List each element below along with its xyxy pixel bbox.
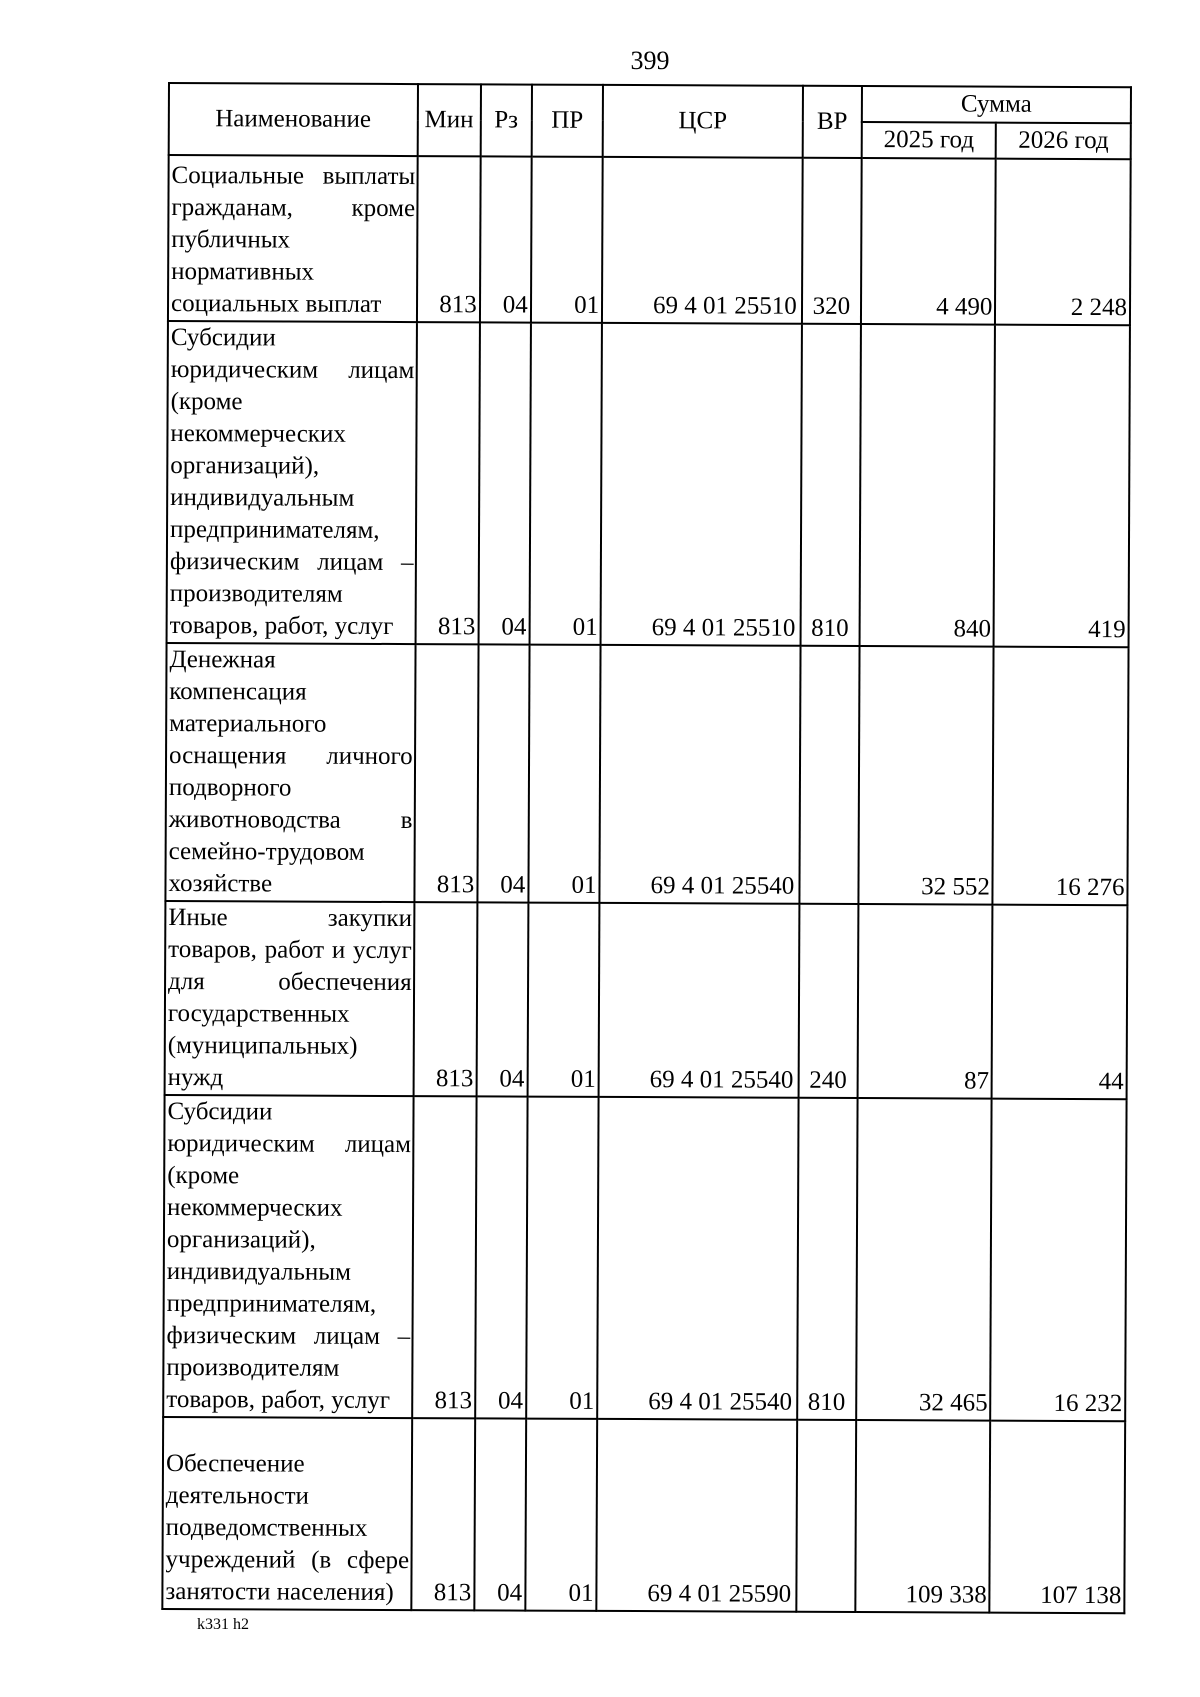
cell-2026: 107 138 — [990, 1421, 1125, 1614]
budget-table — [161, 82, 1132, 1614]
cell-name: Субсидии юридическим лицам (кроме некоммерческих организаций), индивидуальным предпринимателям, физическим лицам – производителям товаров, работ, услуг — [167, 321, 417, 644]
cell-min: 813 — [415, 322, 480, 644]
cell-rz: 04 — [480, 156, 532, 322]
table-row — [168, 155, 1131, 325]
cell-min: 813 — [417, 156, 481, 322]
cell-pr: 01 — [529, 323, 602, 645]
cell-name: Социальные выплаты гражданам, кроме публичных нормативных социальных выплат — [168, 155, 417, 322]
cell-vr — [799, 646, 859, 904]
cell-2025: 32 552 — [858, 646, 994, 905]
cell-csr: 69 4 01 25510 — [602, 157, 802, 324]
header-name: Наименование — [169, 83, 418, 156]
cell-vr — [796, 1420, 856, 1612]
cell-name: Денежная компенсация материального оснащения личного подворного животноводства в семейно-трудовом хозяйстве — [165, 643, 415, 902]
footer-code: k331 h2 — [197, 1616, 249, 1633]
header-csr: ЦСР — [603, 85, 803, 158]
header-sum: Сумма — [862, 86, 1131, 123]
cell-csr: 69 4 01 25590 — [596, 1419, 797, 1612]
cell-csr: 69 4 01 25540 — [600, 645, 801, 904]
cell-pr: 01 — [528, 645, 600, 903]
cell-min: 813 — [412, 1096, 477, 1418]
page-number: 399 — [630, 46, 670, 75]
header-vr: ВР — [802, 86, 861, 158]
header-year-2026: 2026 год — [996, 123, 1131, 160]
header-year-2025: 2025 год — [862, 122, 997, 159]
table-row — [162, 1417, 1125, 1613]
cell-2025: 32 465 — [856, 1098, 992, 1421]
cell-rz: 04 — [475, 1096, 527, 1418]
cell-rz: 04 — [477, 644, 529, 902]
header-pr: ПР — [531, 85, 603, 157]
cell-rz: 04 — [476, 902, 528, 1096]
cell-2026: 16 276 — [993, 647, 1129, 906]
cell-name: Иные закупки товаров, работ и услуг для обеспечения государственных (муниципальных) нужд — [165, 901, 414, 1096]
cell-vr: 320 — [802, 158, 862, 324]
cell-csr: 69 4 01 25510 — [601, 323, 802, 646]
cell-min: 813 — [414, 644, 478, 902]
cell-2026: 419 — [994, 325, 1130, 648]
cell-vr: 810 — [797, 1098, 857, 1420]
cell-rz: 04 — [478, 322, 530, 644]
cell-2026: 16 232 — [991, 1099, 1127, 1422]
header-rz: Рз — [480, 84, 531, 156]
table-header — [169, 83, 1131, 159]
cell-csr: 69 4 01 25540 — [599, 903, 800, 1098]
cell-pr: 01 — [526, 1097, 599, 1419]
cell-2025: 109 338 — [855, 1420, 990, 1613]
table-body — [162, 155, 1130, 1613]
cell-vr: 240 — [798, 904, 858, 1098]
cell-vr: 810 — [800, 324, 860, 646]
cell-csr: 69 4 01 25540 — [597, 1097, 798, 1420]
header-min: Мин — [417, 84, 480, 156]
cell-pr: 01 — [531, 157, 603, 323]
cell-min: 813 — [411, 1418, 475, 1610]
cell-name: Субсидии юридическим лицам (кроме некоммерческих организаций), индивидуальным предпринимателям, физическим лицам – производителям товаров, работ, услуг — [163, 1095, 413, 1418]
cell-2025: 4 490 — [861, 158, 996, 325]
cell-2026: 2 248 — [995, 159, 1130, 326]
table-row — [167, 321, 1130, 647]
cell-name: Обеспечение деятельности подведомственных учреждений (в сфере занятости населения) — [162, 1417, 411, 1610]
cell-pr: 01 — [525, 1419, 597, 1611]
cell-2025: 840 — [859, 324, 995, 647]
cell-pr: 01 — [527, 903, 599, 1097]
cell-2025: 87 — [857, 904, 992, 1099]
table-row — [165, 643, 1128, 905]
cell-2026: 44 — [992, 905, 1127, 1100]
cell-min: 813 — [413, 902, 477, 1096]
table-row — [165, 901, 1128, 1099]
cell-rz: 04 — [474, 1418, 526, 1610]
table-row — [163, 1095, 1126, 1421]
